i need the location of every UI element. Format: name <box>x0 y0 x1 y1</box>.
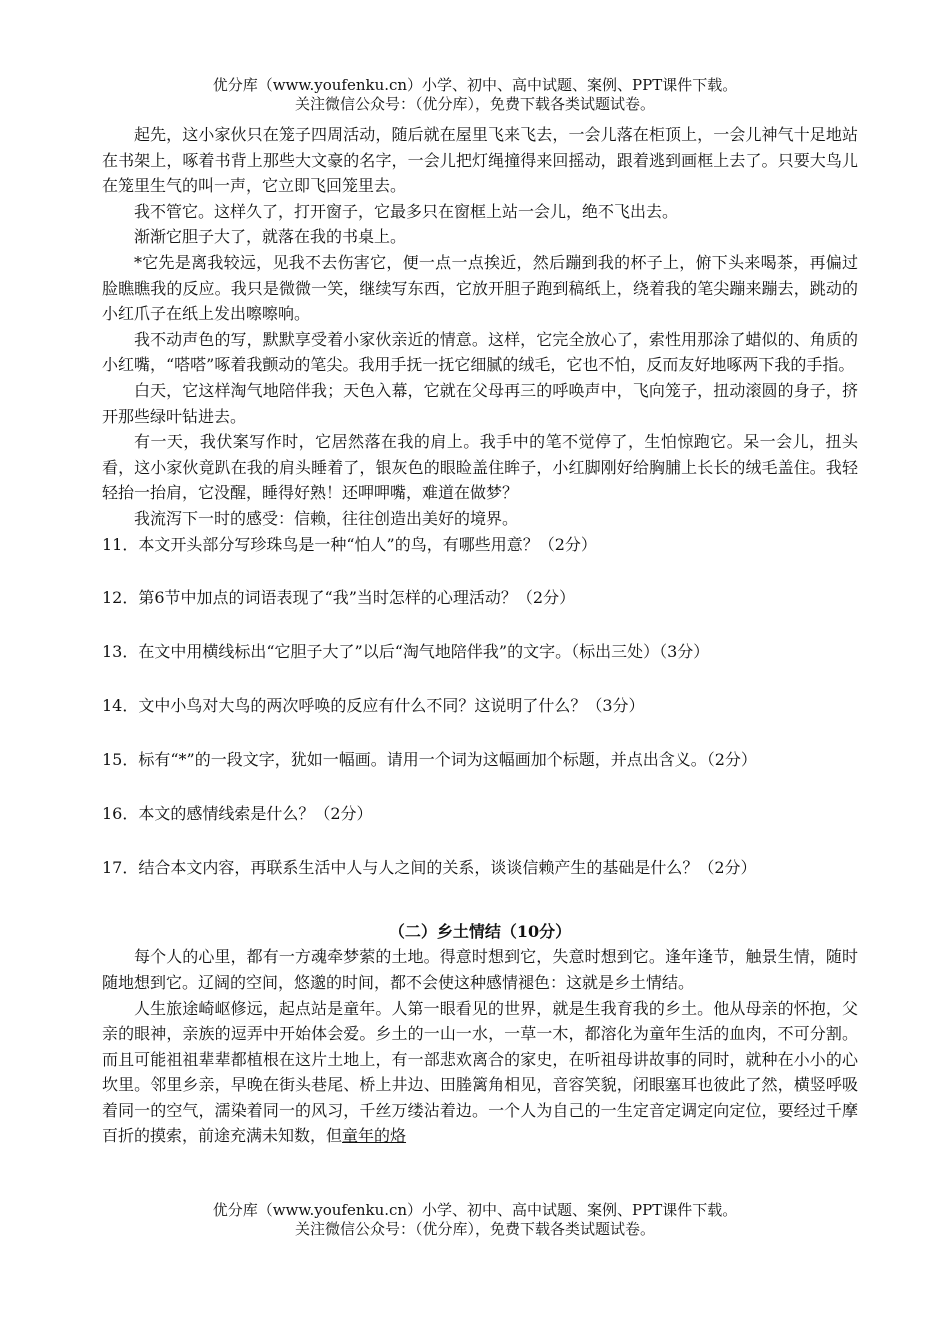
header-line-1: 优分库（www.youfenku.cn）小学、初中、高中试题、案例、PPT课件下载。 <box>212 76 738 94</box>
footer-line-2: 关注微信公众号：（优分库），免费下载各类试题试卷。 <box>294 1220 655 1238</box>
question-11: 11．本文开头部分写珍珠鸟是一种“怕人”的鸟，有哪些用意？（2分） <box>102 534 597 554</box>
passage-paragraph: 我流泻下一时的感受：信赖，往往创造出美好的境界。 <box>134 508 519 528</box>
section2-paragraph: 每个人的心里，都有一方魂牵梦萦的土地。得意时想到它，失意时想到它。逢年逢节，触景生情，随时随地想到它。辽阔的空间，悠邈的时间，都不会使这种感情褪色：这就是乡土情结。 <box>102 947 858 992</box>
question-15: 15．标有“*”的一段文字，犹如一幅画。请用一个词为这幅画加个标题，并点出含义。（2分） <box>102 750 757 770</box>
passage-paragraph: 有一天，我伏案写作时，它居然落在我的肩上。我手中的笔不觉停了，生怕惊跑它。呆一会儿，扭头看，这小家伙竟趴在我的肩头睡着了，银灰色的眼睑盖住眸子，小红脚刚好给胸脯上长长的绒毛盖住。我轻轻抬一抬肩，它没醒，睡得好熟！还呷呷嘴，难道在做梦？ <box>102 432 858 503</box>
answer-space <box>102 719 858 747</box>
passage-paragraph: 我不管它。这样久了，打开窗子，它最多只在窗框上站一会儿，绝不飞出去。 <box>134 201 679 221</box>
answer-space <box>102 557 858 585</box>
underlined-text: 童年的烙 <box>342 1126 407 1146</box>
passage-paragraph: 渐渐它胆子大了，就落在我的书桌上。 <box>134 227 407 247</box>
answer-space <box>102 880 858 908</box>
passage-paragraph: 我不动声色的写，默默享受着小家伙亲近的情意。这样，它完全放心了，索性用那涂了蜡似的、角质的小红嘴，“嗒嗒”啄着我颤动的笔尖。我用手抚一抚它细腻的绒毛，它也不怕，反而友好地啄两下我的手指。 <box>102 329 858 375</box>
question-13: 13．在文中用横线标出“它胆子大了”以后“淘气地陪伴我”的文字。（标出三处）（3分） <box>102 642 710 662</box>
answer-space <box>102 665 858 693</box>
question-14: 14．文中小鸟对大鸟的两次呼唤的反应有什么不同？这说明了什么？（3分） <box>102 696 645 716</box>
page-header <box>0 76 950 114</box>
section2-paragraph <box>102 996 858 1150</box>
answer-space <box>102 827 858 855</box>
document-body <box>102 122 858 1149</box>
footer-line-1: 优分库（www.youfenku.cn）小学、初中、高中试题、案例、PPT课件下载。 <box>212 1201 738 1219</box>
question-17: 17．结合本文内容，再联系生活中人与人之间的关系，谈谈信赖产生的基础是什么？（2分） <box>102 857 757 877</box>
question-16: 16．本文的感情线索是什么？（2分） <box>102 803 373 823</box>
section-title: （二）乡土情结（10分） <box>388 921 572 941</box>
answer-space <box>102 611 858 639</box>
passage-paragraph-starred: *它先是离我较远，见我不去伤害它，便一点一点挨近，然后蹦到我的杯子上，俯下头来喝茶，再偏过脸瞧瞧我的反应。我只是微微一笑，继续写东西，它放开胆子跑到稿纸上，绕着我的笔尖蹦来蹦去，跳动的小红爪子在纸上发出嚓嚓响。 <box>102 252 858 324</box>
page-footer <box>0 1201 950 1239</box>
section2-paragraph-text: 人生旅途崎岖修远，起点站是童年。人第一眼看见的世界，就是生我育我的乡土。他从母亲的怀抱，父亲的眼神，亲族的逗弄中开始体会爱。乡土的一山一水，一草一木，都溶化为童年生活的血肉，不可分割。而且可能祖祖辈辈都植根在这片土地上，有一部悲欢离合的家史，在听祖母讲故事的同时，就种在小小的心坎里。邻里乡亲，早晚在街头巷尾、桥上井边、田塍篱角相见，音容笑貌，闭眼塞耳也彼此了然，横竖呼吸着同一的空气，濡染着同一的风习，千丝万缕沾着边。一个人为自己的一生定音定调定向定位，要经过千摩百折的摸索，前途充满未知数，但 <box>102 998 858 1146</box>
header-line-2: 关注微信公众号：（优分库），免费下载各类试题试卷。 <box>294 95 655 113</box>
answer-space <box>102 773 858 801</box>
passage-paragraph: 起先，这小家伙只在笼子四周活动，随后就在屋里飞来飞去，一会儿落在柜顶上，一会儿神气十足地站在书架上，啄着书背上那些大文豪的名字，一会儿把灯绳撞得来回摇动，跟着逃到画框上去了。只要大鸟儿在笼里生气的叫一声，它立即飞回笼里去。 <box>102 125 858 196</box>
question-12: 12．第6节中加点的词语表现了“我”当时怎样的心理活动？（2分） <box>102 588 576 608</box>
passage-paragraph: 白天，它这样淘气地陪伴我；天色入幕，它就在父母再三的呼唤声中，飞向笼子，扭动滚圆的身子，挤开那些绿叶钻进去。 <box>102 380 858 426</box>
